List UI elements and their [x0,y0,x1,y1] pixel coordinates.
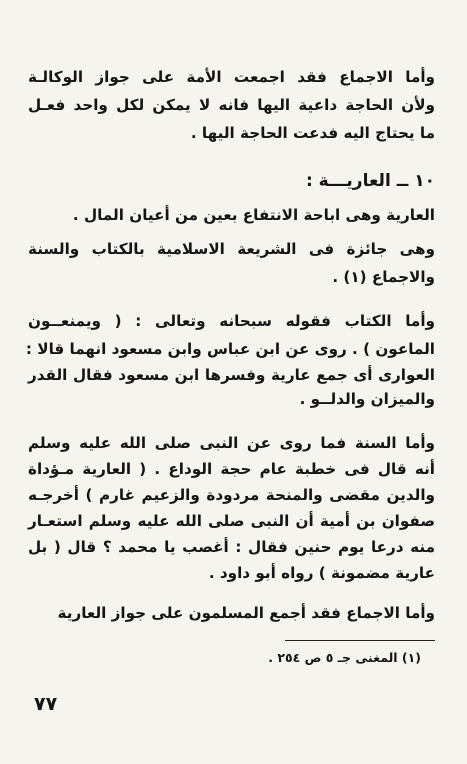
body-line: وأما الكتاب فقوله سبحانه وتعالى : ( ويمنعــون [28,312,435,330]
body-line: أنه قال فى خطبة عام حجة الوداع . ( العارية مـؤداة [28,460,435,478]
body-line: منه درعا يوم حنين فقال : أغصب يا محمد ؟ قال ( بل [28,538,435,556]
page-number: ٧٧ [34,693,58,715]
body-line: الماعون ) . روى عن ابن عباس وابن مسعود انهما قالا : [25,340,435,358]
body-line: العارية وهى اباحة الانتفاع بعين من أعيان المال . [72,206,435,224]
section-heading: ١٠ ــ العاريـــة : [305,171,435,191]
body-line: العوارى أى جمع عارية وفسرها ابن مسعود فقال القدر [28,366,435,384]
body-line: وأما الاجماع فقد اجمعت الأمة على جواز الوكالـة [28,68,435,86]
footnote-divider [285,640,435,641]
body-line: وهى جائزة فى الشريعة الاسلامية بالكتاب والسنة [28,240,435,258]
body-line: عارية مضمونة ) رواه أبو داود . [208,564,435,582]
body-line: والاجماع (١) . [332,268,435,286]
body-line: وأما الاجماع فقد أجمع المسلمون على جواز العارية [57,604,435,622]
body-line: والدين مقضى والمنحة مردودة والزعيم غارم ) أخرجـه [28,486,435,504]
footnote: (١) المغنى جـ ٥ ص ٢٥٤ . [268,650,421,665]
body-line: ولأن الحاجة داعية اليها فانه لا يمكن لكل واحد فعـل [28,96,435,114]
body-line: صفوان بن أمية أن النبى صلى الله عليه وسلم استعـار [28,512,435,530]
body-line: وأما السنة فما روى عن النبى صلى الله عليه وسلم [28,434,435,452]
body-line: ما يحتاج اليه فدعت الحاجة اليها . [190,124,435,142]
body-line: والميزان والدلــو . [299,390,435,408]
